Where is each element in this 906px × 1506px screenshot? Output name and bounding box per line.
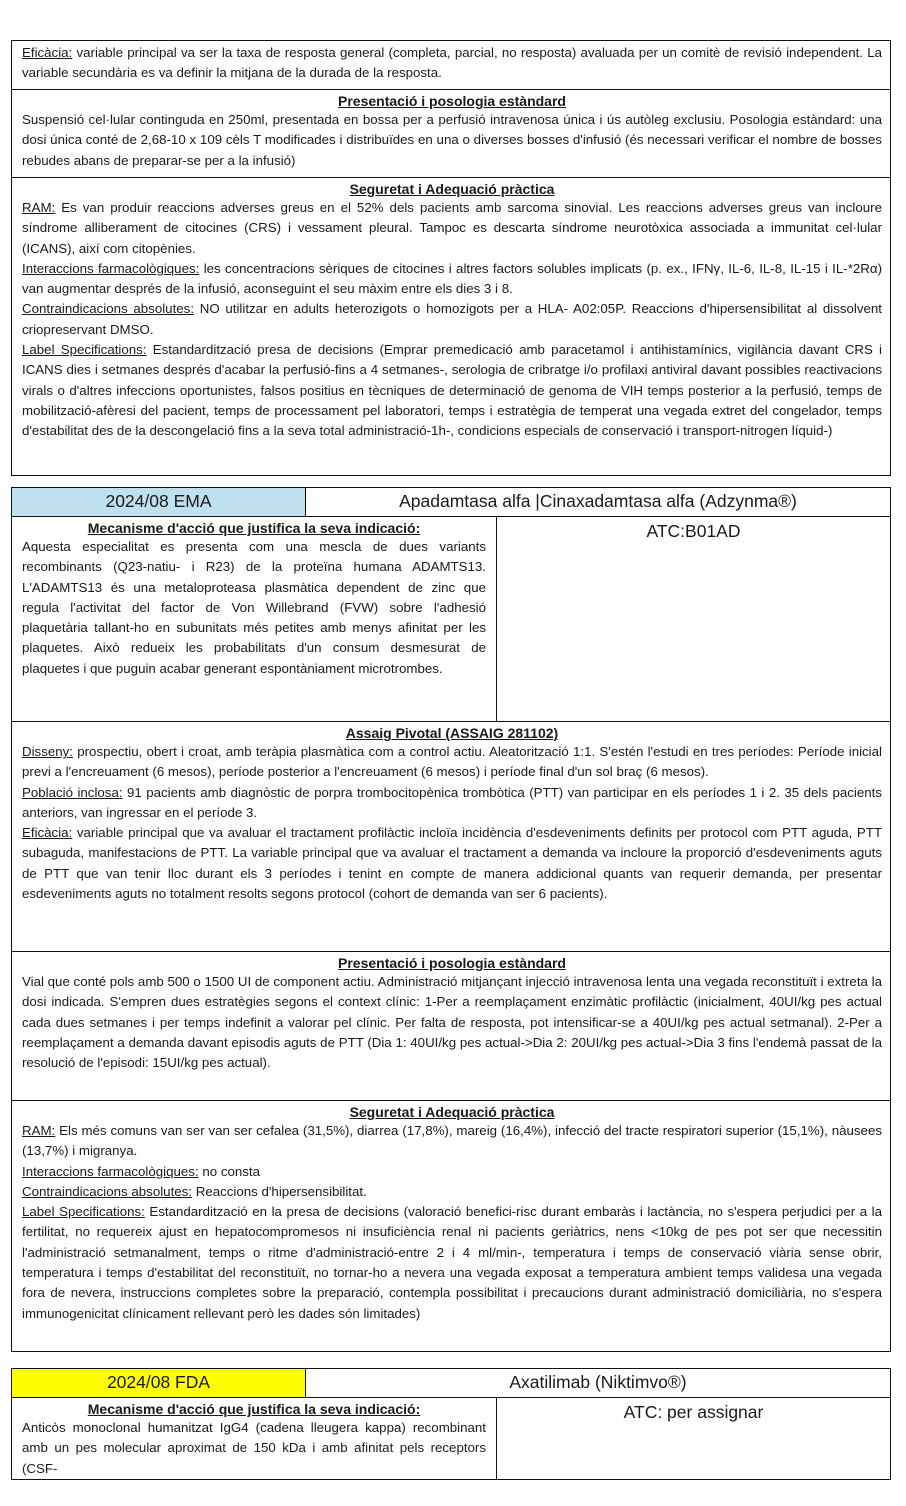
label-specifications-label: Label Specifications: — [22, 1204, 145, 1220]
efficacy-text: variable principal que va avaluar el tractament profilàctic incloïa incidència d'esdeveniments definits per protocol com PTT aguda, PTT subaguda, manifestacions de PTT. La variable principal que va avaluar el tractament a demanda va incloure la proporció d'esdeveniments aguts de PTT que van tenir lloc durant els 3 períodes i tenint en compte de manera addicional quants van requerir demanda, per presentar esdeveniments aguts no totalment resolts segons protocol (cohort de demanda van ser 6 pacients). — [22, 825, 882, 902]
mechanism-cell — [12, 517, 497, 721]
entry-continuation — [11, 40, 891, 476]
ram-label: RAM: — [22, 1123, 56, 1138]
presentation-section — [11, 90, 891, 178]
design-label: Disseny: — [22, 744, 73, 759]
mechanism-row — [11, 517, 891, 722]
drug-name-cell: Axatilimab (Niktimvo®) — [509, 1372, 687, 1392]
date-agency-cell: 2024/08 EMA — [12, 488, 306, 516]
safety-title: Seguretat i Adequació pràctica — [349, 1104, 555, 1120]
drug-entry-fda — [11, 1368, 891, 1480]
label-specifications-text: Estandardització en la presa de decisions (valoració benefici-risc durant embaràs i lactància, no s'espera perjudici per a la fertilitat, no requereix ajust en hepatocompromesos ni insuficiència renal ni pacients geriàtrics, nens <10kg de pes pot ser que necessitin l'administració setmanalment, temps o ritme d'administració-entre 2 i 4 ml/min-, temperatura i temps de conservació viària sense obrir, temperatura i temps d'estabilitat del reconstituït, no tornar-ho a nevera una vegada exposat a temperatura ambient temps validesa una vegada fora de nevera, instruccions completes sobre la preparació, contempla possibilitat i precaucions durant administració domiciliària, no s'espera immunogenicitat clínicament rellevant però les dades són limitades) — [22, 1204, 882, 1321]
design-text: prospectiu, obert i croat, amb teràpia plasmàtica com a control actiu. Aleatorització 1:1. S'estén l'estudi en tres períodes: Període inicial previ a l'encreuament (6 mesos), període posterior a l'encreuament (6 mesos) i període final d'un sol braç (6 mesos). — [22, 744, 882, 780]
interactions-text: no consta — [198, 1163, 261, 1179]
pivotal-trial-section — [11, 722, 891, 952]
pivotal-trial-title: Assaig Pivotal (ASSAIG 281102) — [345, 725, 559, 741]
mechanism-title: Mecanisme d'acció que justifica la seva indicació: — [87, 520, 421, 536]
efficacy-label: Eficàcia: — [22, 825, 73, 841]
interactions-text: les concentracions sèriques de citocines i altres factors solubles implicats (p. ex., IFNγ, IL-6, IL-8, IL-15 i IL-*2Rα) van augmentar després de la infusió, aconseguint el seu màxim entre els dies 3 i 8. — [22, 260, 882, 297]
mechanism-text: Anticòs monoclonal humanitzat IgG4 (cadena lleugera kappa) recombinant amb un pes molecular aproximat de 150 kDa i amb afinitat pels receptors (CSF- — [22, 1420, 486, 1476]
mechanism-title: Mecanisme d'acció que justifica la seva indicació: — [87, 1401, 421, 1417]
population-text: 91 pacients amb diagnòstic de porpra trombocitopènica trombòtica (PTT) van participar en els períodes 1 i 2. 35 dels pacients anteriors, van ingressar en el període 3. — [22, 784, 882, 820]
contraindications-text: NO utilitzar en adults heterozigots o homozigots per a HLA- A02:05P. Reaccions d'hipersensibilitat al dissolvent criopreservant DMSO. — [22, 301, 882, 337]
safety-title: Seguretat i Adequació pràctica — [349, 181, 555, 197]
mechanism-text: Aquesta especialitat es presenta com una mescla de dues variants recombinants (Q23-natiu- i R23) de la proteïna humana ADAMTS13. L'ADAMTS13 és una metaloproteasa plasmàtica dependent de zinc que regula l'activitat del factor de Von Willebrand (FVW) sobre l'adhesió plaquetària tallant-ho en subunitats més petites amb menys afinitat per les plaquetes. Això redueix les probabilitats d'un consum desmesurat de plaquetes i que puguin acabar generant espontàniament microtrombes. — [22, 539, 486, 676]
interactions-label: Interaccions farmacològiques: — [22, 1163, 199, 1179]
mechanism-row — [11, 1398, 891, 1480]
drug-header — [11, 487, 891, 517]
population-label: Població inclosa: — [22, 784, 123, 800]
presentation-text: Suspensió cel·lular continguda en 250ml, presentada en bossa per a perfusió intravenosa única i ús autòleg exclusiu. Posologia estàndard: una dosi única conté de 2,68-10 x 109 cèls T modificades i distribuïdes en una o diverses bosses d'infusió (és necessari verificar el nombre de bosses rebudes abans de preparar-se per a la infusió) — [22, 112, 882, 168]
interactions-label: Interaccions farmacològiques: — [22, 260, 200, 276]
efficacy-label: Eficàcia: — [22, 45, 73, 60]
contraindications-label: Contraindicacions absolutes: — [22, 301, 195, 317]
label-specifications-label: Label Specifications: — [22, 342, 147, 358]
atc-cell: ATC:B01AD — [646, 521, 741, 541]
contraindications-label: Contraindicacions absolutes: — [22, 1183, 193, 1199]
presentation-title: Presentació i posologia estàndard — [338, 955, 566, 971]
date-agency-cell: 2024/08 FDA — [12, 1369, 306, 1397]
atc-cell: ATC: per assignar — [623, 1402, 764, 1422]
contraindications-text: Reaccions d'hipersensibilitat. — [192, 1183, 367, 1199]
presentation-title: Presentació i posologia estàndard — [338, 93, 566, 109]
efficacy-section — [11, 40, 891, 90]
safety-section — [11, 1101, 891, 1352]
ram-text: Els més comuns van ser van ser cefalea (31,5%), diarrea (17,8%), mareig (16,4%), infecció del tracte respiratori superior (15,1%), nàusees (13,7%) i migranya. — [22, 1123, 882, 1159]
label-specifications-text: Estandardització presa de decisions (Emprar premedicació amb paracetamol i antihistamínics, vigilància davant CRS i ICANS dies i setmanes després d'acabar la perfusió-fins a 4 setmanes-, serologia de cribratge i/o profilaxi antiviral davant possibles reactivacions virals o d'altres infeccions oportunistes, falsos positius en tècniques de determinació de genoma de VIH temps posterior a la perfusió, temps de mobilització-afèresi del pacient, temps de processament pel laboratori, temps i estratègia de temperat una vegada extret del congelador, temps d'estabilitat des de la descongelació fins a la seva total administració-1h-, condicions especials de conservació i transport-nitrogen líquid-) — [22, 342, 882, 439]
drug-entry-ema — [11, 487, 891, 1352]
presentation-section — [11, 952, 891, 1101]
ram-label: RAM: — [22, 200, 56, 215]
drug-name-cell: Apadamtasa alfa |Cinaxadamtasa alfa (Adzynma®) — [399, 491, 797, 511]
presentation-text: Vial que conté pols amb 500 o 1500 UI de component actiu. Administració mitjançant injecció intravenosa lenta una vegada reconstituït i extreta la dosi indicada. S'empren dues estratègies segons el context clínic: 1-Per a reemplaçament enzimàtic profilàctic (inicialment, 40UI/kg pes actual cada dues setmanes i per temps indefinit a valorar pel clínic. Per falta de resposta, pot intensificar-se a 40UI/kg pes actual setmanal). 2-Per a reemplaçament a demanda davant episodis aguts de PTT (Dia 1: 40UI/kg pes actual->Dia 2: 20UI/kg pes actual->Dia 3 fins l'endemà passat de la resolució de l'episodi: 15UI/kg pes actual). — [22, 974, 882, 1071]
mechanism-cell — [12, 1398, 497, 1479]
ram-text: Es van produir reaccions adverses greus en el 52% dels pacients amb sarcoma sinovial. Les reaccions adverses greus van incloure síndrome alliberament de citocines (CRS) i vessament pleural. Tampoc es descarta síndrome neurotòxica associada a immunitat cel·lular (ICANS), així com citopènies. — [22, 200, 882, 256]
efficacy-text: variable principal va ser la taxa de resposta general (completa, parcial, no resposta) avaluada per un comitè de revisió independent. La variable secundària es va definir la mitjana de la durada de la resposta. — [22, 45, 882, 81]
drug-header — [11, 1368, 891, 1398]
safety-section — [11, 178, 891, 476]
